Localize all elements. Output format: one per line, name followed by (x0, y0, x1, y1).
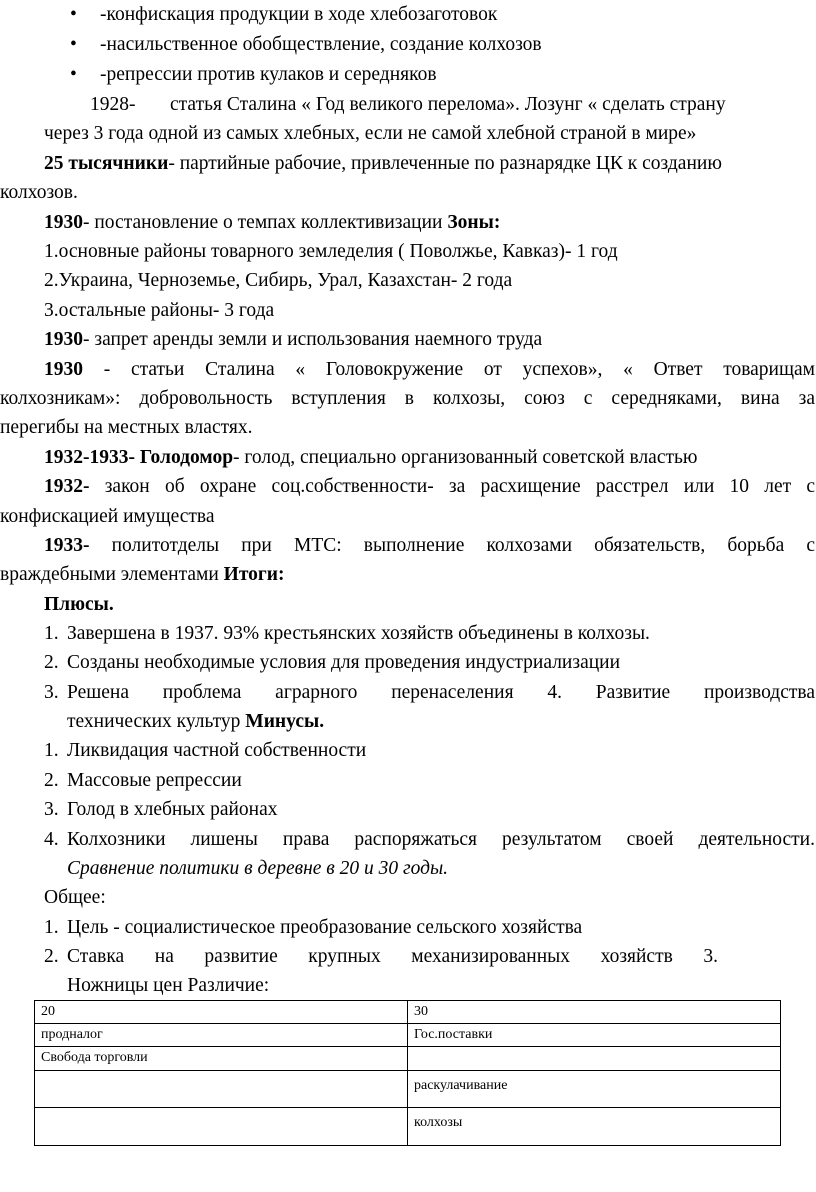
list-number: 1. (44, 740, 59, 761)
results-heading: Итоги: (223, 564, 285, 585)
table-cell: Гос.поставки (408, 1024, 781, 1047)
paragraph-text: статья Сталина « Год великого перелома». Лозунг « сделать страну (170, 94, 726, 115)
list-item: Ставка на развитие крупных механизированных хозяйств 3. (67, 946, 718, 967)
term-bold: 25 тысячники (44, 153, 169, 174)
list-item: Колхозники лишены права распоряжаться результатом своей деятельности. (67, 829, 815, 850)
paragraph (44, 355, 815, 384)
year-label: 1930 (44, 329, 83, 350)
paragraph (44, 531, 815, 560)
table-cell: продналог (35, 1024, 408, 1047)
bullet-symbol: • (70, 34, 77, 55)
list-number: 2. (44, 770, 59, 791)
year-label: 1930 (44, 212, 83, 233)
list-item-cont: Ножницы цен Различие: (67, 975, 270, 996)
zone-item: 2.Украина, Черноземье, Сибирь, Урал, Казахстан- 2 года (44, 270, 513, 291)
table-cell: Свобода торговли (35, 1047, 408, 1071)
table-cell (408, 1047, 781, 1071)
paragraph (44, 443, 697, 472)
table-row (35, 1071, 781, 1108)
list-item: Ликвидация частной собственности (67, 740, 367, 761)
paragraph-text: перегибы на местных властях. (0, 417, 253, 438)
list-number: 1. (44, 917, 59, 938)
paragraph-text: конфискацией имущества (0, 506, 215, 527)
comparison-title: Сравнение политики в деревне в 20 и 30 годы. (67, 858, 449, 879)
list-item: Цель - социалистическое преобразование сельского хозяйства (67, 917, 583, 938)
list-number: 3. (44, 682, 59, 703)
table-cell: колхозы (408, 1108, 781, 1146)
list-item: Созданы необходимые условия для проведения индустриализации (67, 652, 621, 673)
list-number: 2. (44, 652, 59, 673)
table-cell (35, 1108, 408, 1146)
list-number: 4. (44, 829, 59, 850)
list-number: 1. (44, 623, 59, 644)
list-item-cont: технических культур Минусы. (67, 711, 325, 732)
list-item: Голод в хлебных районах (67, 799, 278, 820)
zone-item: 3.остальные районы- 3 года (44, 300, 275, 321)
bullet-item: -репрессии против кулаков и середняков (100, 64, 437, 85)
paragraph (44, 472, 815, 501)
plus-heading: Плюсы. (44, 594, 114, 615)
minus-heading: Минусы. (245, 711, 325, 732)
paragraph-text: - голод, специально организованный советской властью (233, 447, 698, 468)
bullet-symbol: • (70, 64, 77, 85)
table-row (35, 1108, 781, 1146)
paragraph-text: закон об охране соц.собственности- за расхищение расстрел или 10 лет с (104, 476, 815, 497)
paragraph (44, 325, 542, 354)
bullet-item: -конфискация продукции в ходе хлебозаготовок (100, 4, 498, 25)
paragraph-text: через 3 года одной из самых хлебных, если не самой хлебной страной в мире» (44, 123, 697, 144)
table-cell (35, 1071, 408, 1108)
table-cell: раскулачивание (408, 1071, 781, 1108)
paragraph-text: - статьи Сталина « Головокружение от успехов», « Ответ товарищам (103, 359, 816, 380)
list-item: Завершена в 1937. 93% крестьянских хозяйств объединены в колхозы. (67, 623, 650, 644)
year-label: 1932-1933- Голодомор (44, 447, 234, 468)
zone-item: 1.основные районы товарного земледелия ( Поволжье, Кавказ)- 1 год (44, 241, 618, 262)
list-item: Массовые репрессии (67, 770, 242, 791)
bullet-symbol: • (70, 4, 77, 25)
paragraph (0, 560, 285, 589)
paragraph-text: колхозникам»: добровольность вступления в колхозы, союз с середняками, вина за (0, 388, 815, 409)
paragraph (44, 149, 722, 178)
paragraph-text: колхозов. (0, 182, 78, 203)
paragraph-text: политотделы при МТС: выполнение колхозами обязательств, борьба с (111, 535, 815, 556)
paragraph (44, 208, 500, 237)
common-heading: Общее: (44, 887, 106, 908)
list-number: 3. (44, 799, 59, 820)
year-label: 1933- (44, 535, 90, 556)
list-number: 2. (44, 946, 59, 967)
table-row (35, 1024, 781, 1047)
year-label: 1930 (44, 359, 83, 380)
paragraph-text: враждебными элементами (0, 564, 224, 585)
zones-heading: Зоны: (447, 212, 501, 233)
list-item: Решена проблема аграрного перенаселения 4. Развитие производства (67, 682, 815, 703)
year-label: 1932- (44, 476, 90, 497)
table-row (35, 1047, 781, 1071)
table-cell: 30 (408, 1001, 781, 1024)
table-row (35, 1001, 781, 1024)
paragraph-text: - партийные рабочие, привлеченные по разнарядке ЦК к созданию (168, 153, 722, 174)
bullet-item: -насильственное обобществление, создание колхозов (100, 34, 542, 55)
table-cell: 20 (35, 1001, 408, 1024)
paragraph-text: - запрет аренды земли и использования наемного труда (83, 329, 543, 350)
year-label: 1928- (90, 94, 136, 115)
paragraph-text: - постановление о темпах коллективизации (83, 212, 448, 233)
comparison-table (34, 1000, 781, 1146)
